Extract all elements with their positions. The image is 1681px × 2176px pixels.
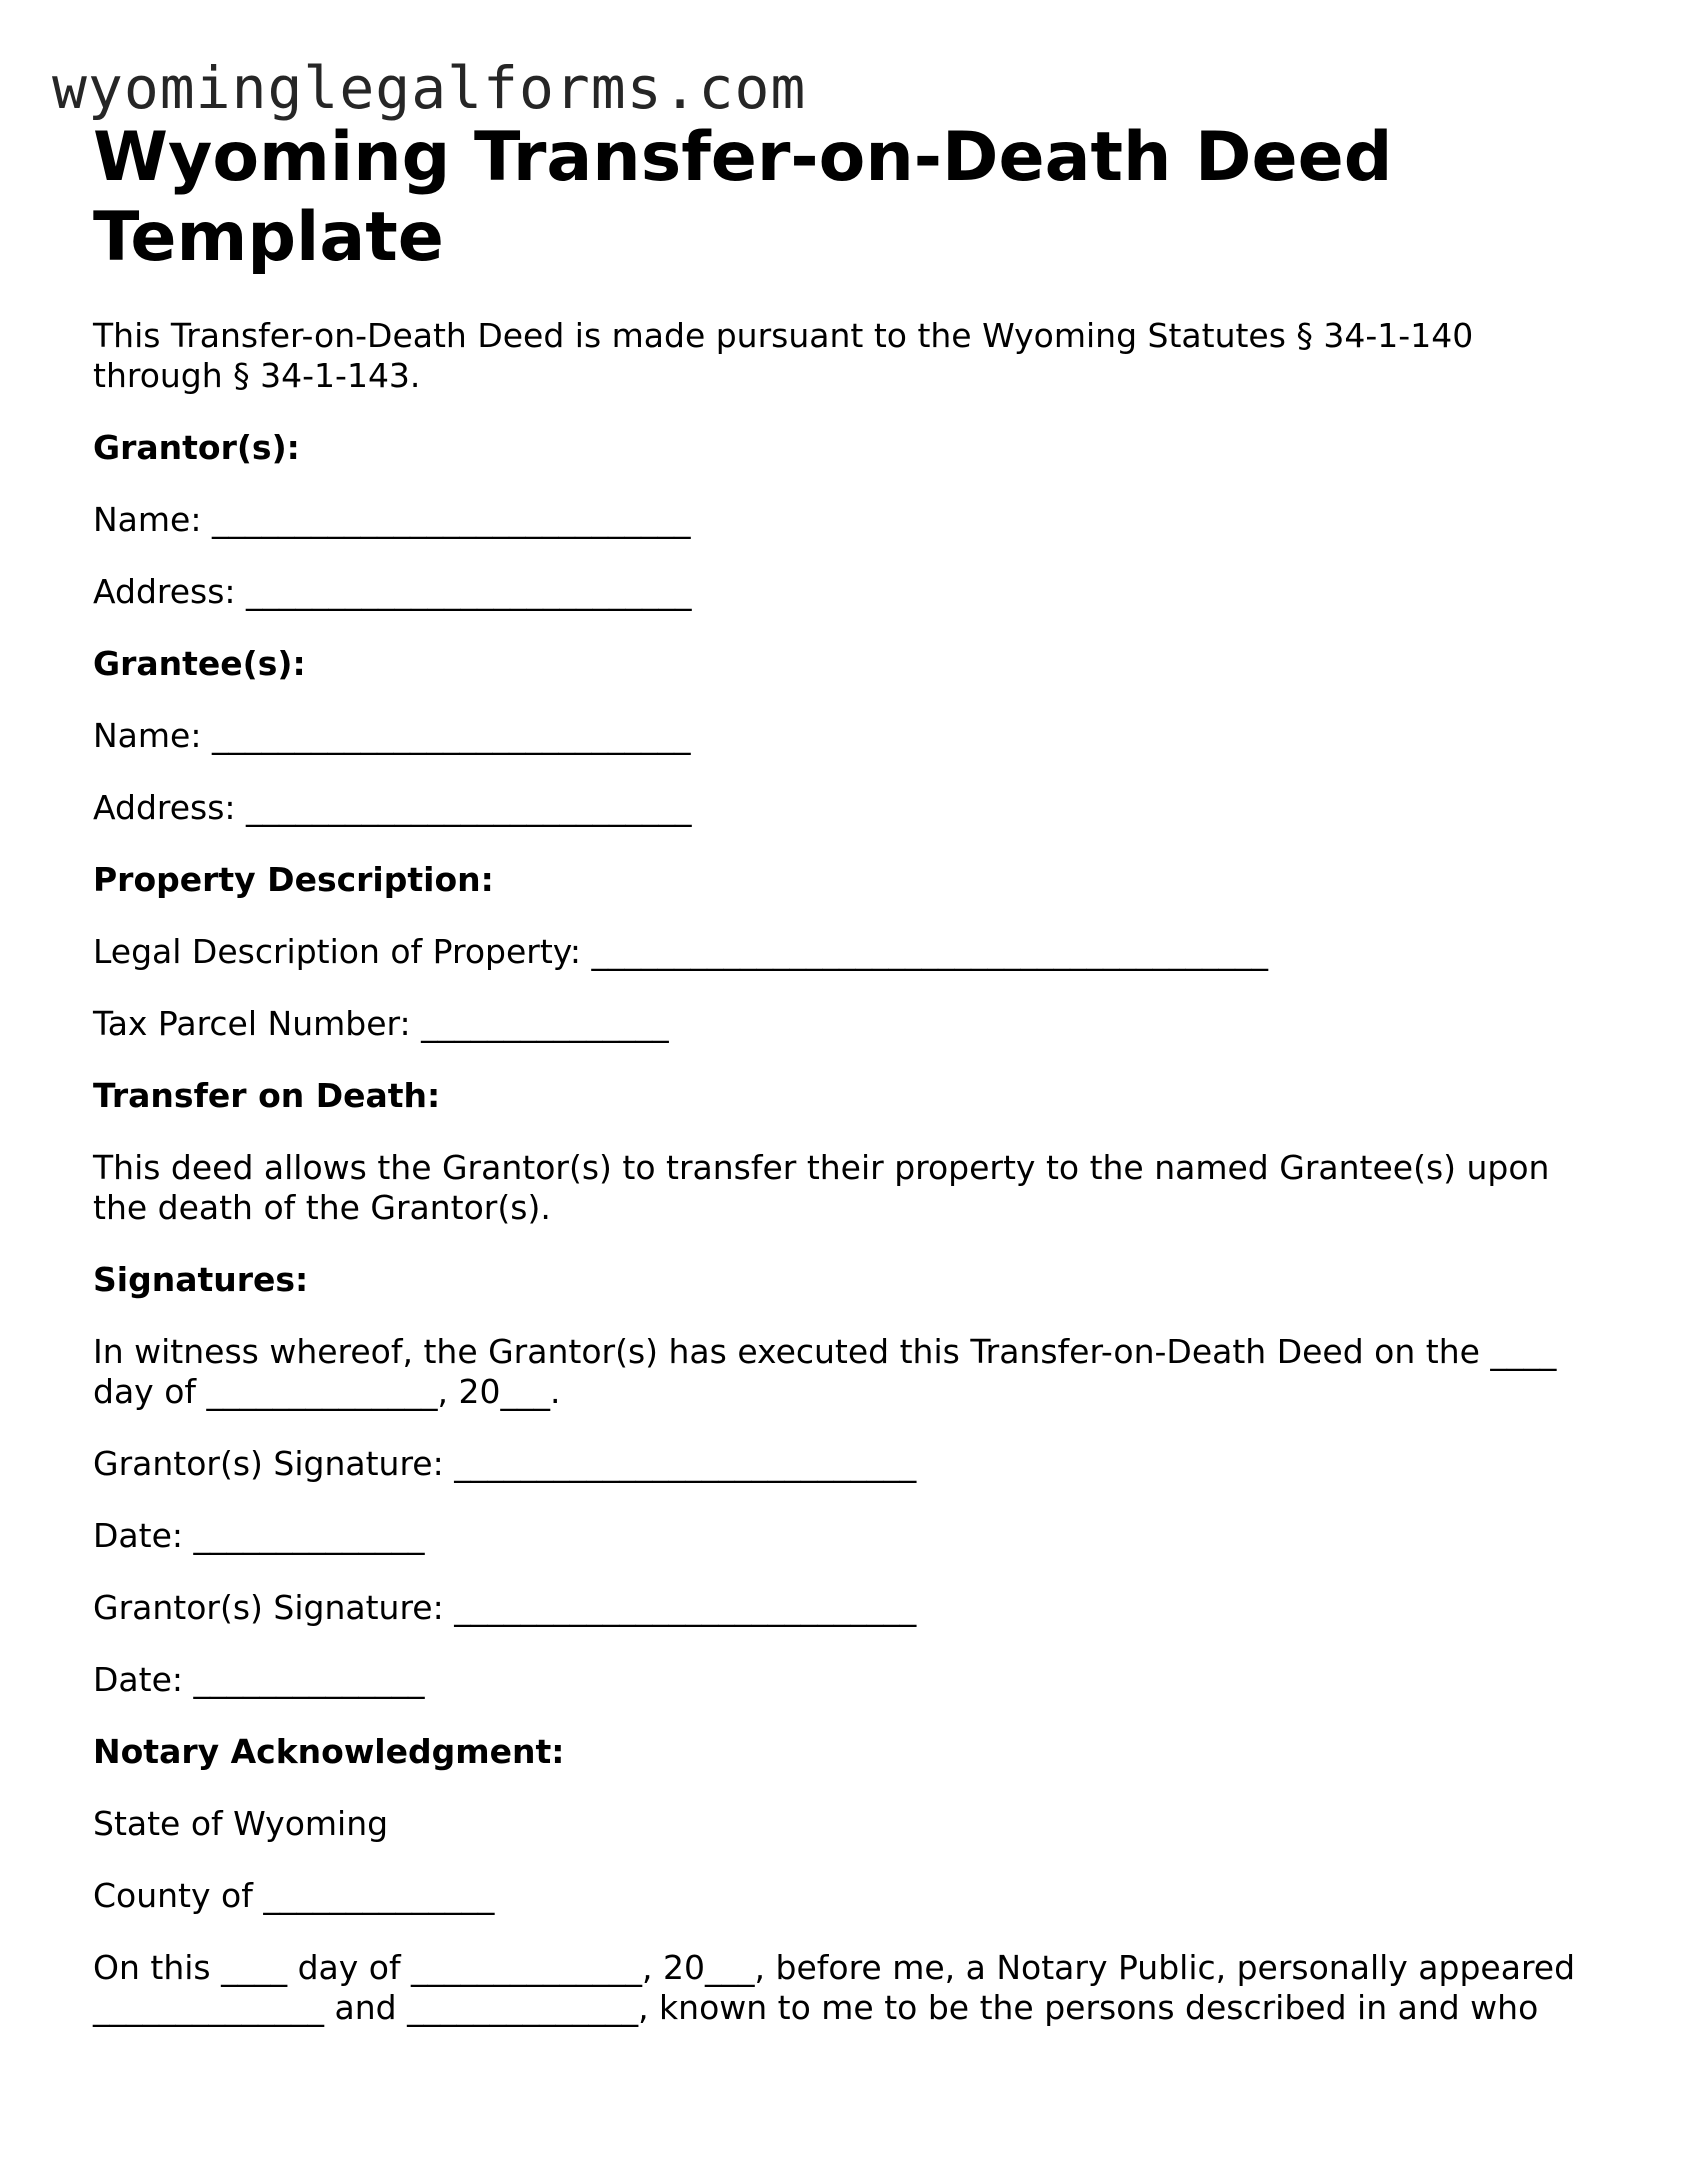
grantor-heading: Grantor(s): xyxy=(93,428,300,467)
deed-document xyxy=(93,118,1603,2028)
grantor-signature-field-1: Grantor(s) Signature: ____________________________ xyxy=(93,1444,917,1483)
site-watermark: wyominglegalforms.com xyxy=(52,54,807,122)
transfer-heading: Transfer on Death: xyxy=(93,1076,441,1115)
legal-description-field: Legal Description of Property: _________________________________________ xyxy=(93,932,1269,971)
intro-paragraph: This Transfer-on-Death Deed is made pursuant to the Wyoming Statutes § 34-1-140 through § 34-1-143. xyxy=(93,316,1474,395)
signatures-heading: Signatures: xyxy=(93,1260,309,1299)
notary-county-field: County of ______________ xyxy=(93,1876,495,1915)
date-field-1: Date: ______________ xyxy=(93,1516,425,1555)
grantee-heading: Grantee(s): xyxy=(93,644,306,683)
date-field-2: Date: ______________ xyxy=(93,1660,425,1699)
property-heading: Property Description: xyxy=(93,860,494,899)
witness-paragraph: In witness whereof, the Grantor(s) has executed this Transfer-on-Death Deed on the ____ day of ______________, 20___. xyxy=(93,1332,1557,1411)
transfer-paragraph: This deed allows the Grantor(s) to transfer their property to the named Grantee(s) upon the death of the Grantor(s). xyxy=(93,1148,1550,1227)
notary-state: State of Wyoming xyxy=(93,1804,389,1843)
page-title: Wyoming Transfer-on-Death Deed Template xyxy=(93,118,1393,277)
grantor-name-field: Name: _____________________________ xyxy=(93,500,691,539)
grantee-address-field: Address: ___________________________ xyxy=(93,788,692,827)
grantor-signature-field-2: Grantor(s) Signature: ____________________________ xyxy=(93,1588,917,1627)
grantee-name-field: Name: _____________________________ xyxy=(93,716,691,755)
tax-parcel-field: Tax Parcel Number: _______________ xyxy=(93,1004,669,1043)
notary-heading: Notary Acknowledgment: xyxy=(93,1732,565,1771)
grantor-address-field: Address: ___________________________ xyxy=(93,572,692,611)
notary-acknowledgment-paragraph: On this ____ day of ______________, 20___, before me, a Notary Public, personally appeared ______________ and ______________, known to me to be the persons described in and who xyxy=(93,1948,1576,2027)
